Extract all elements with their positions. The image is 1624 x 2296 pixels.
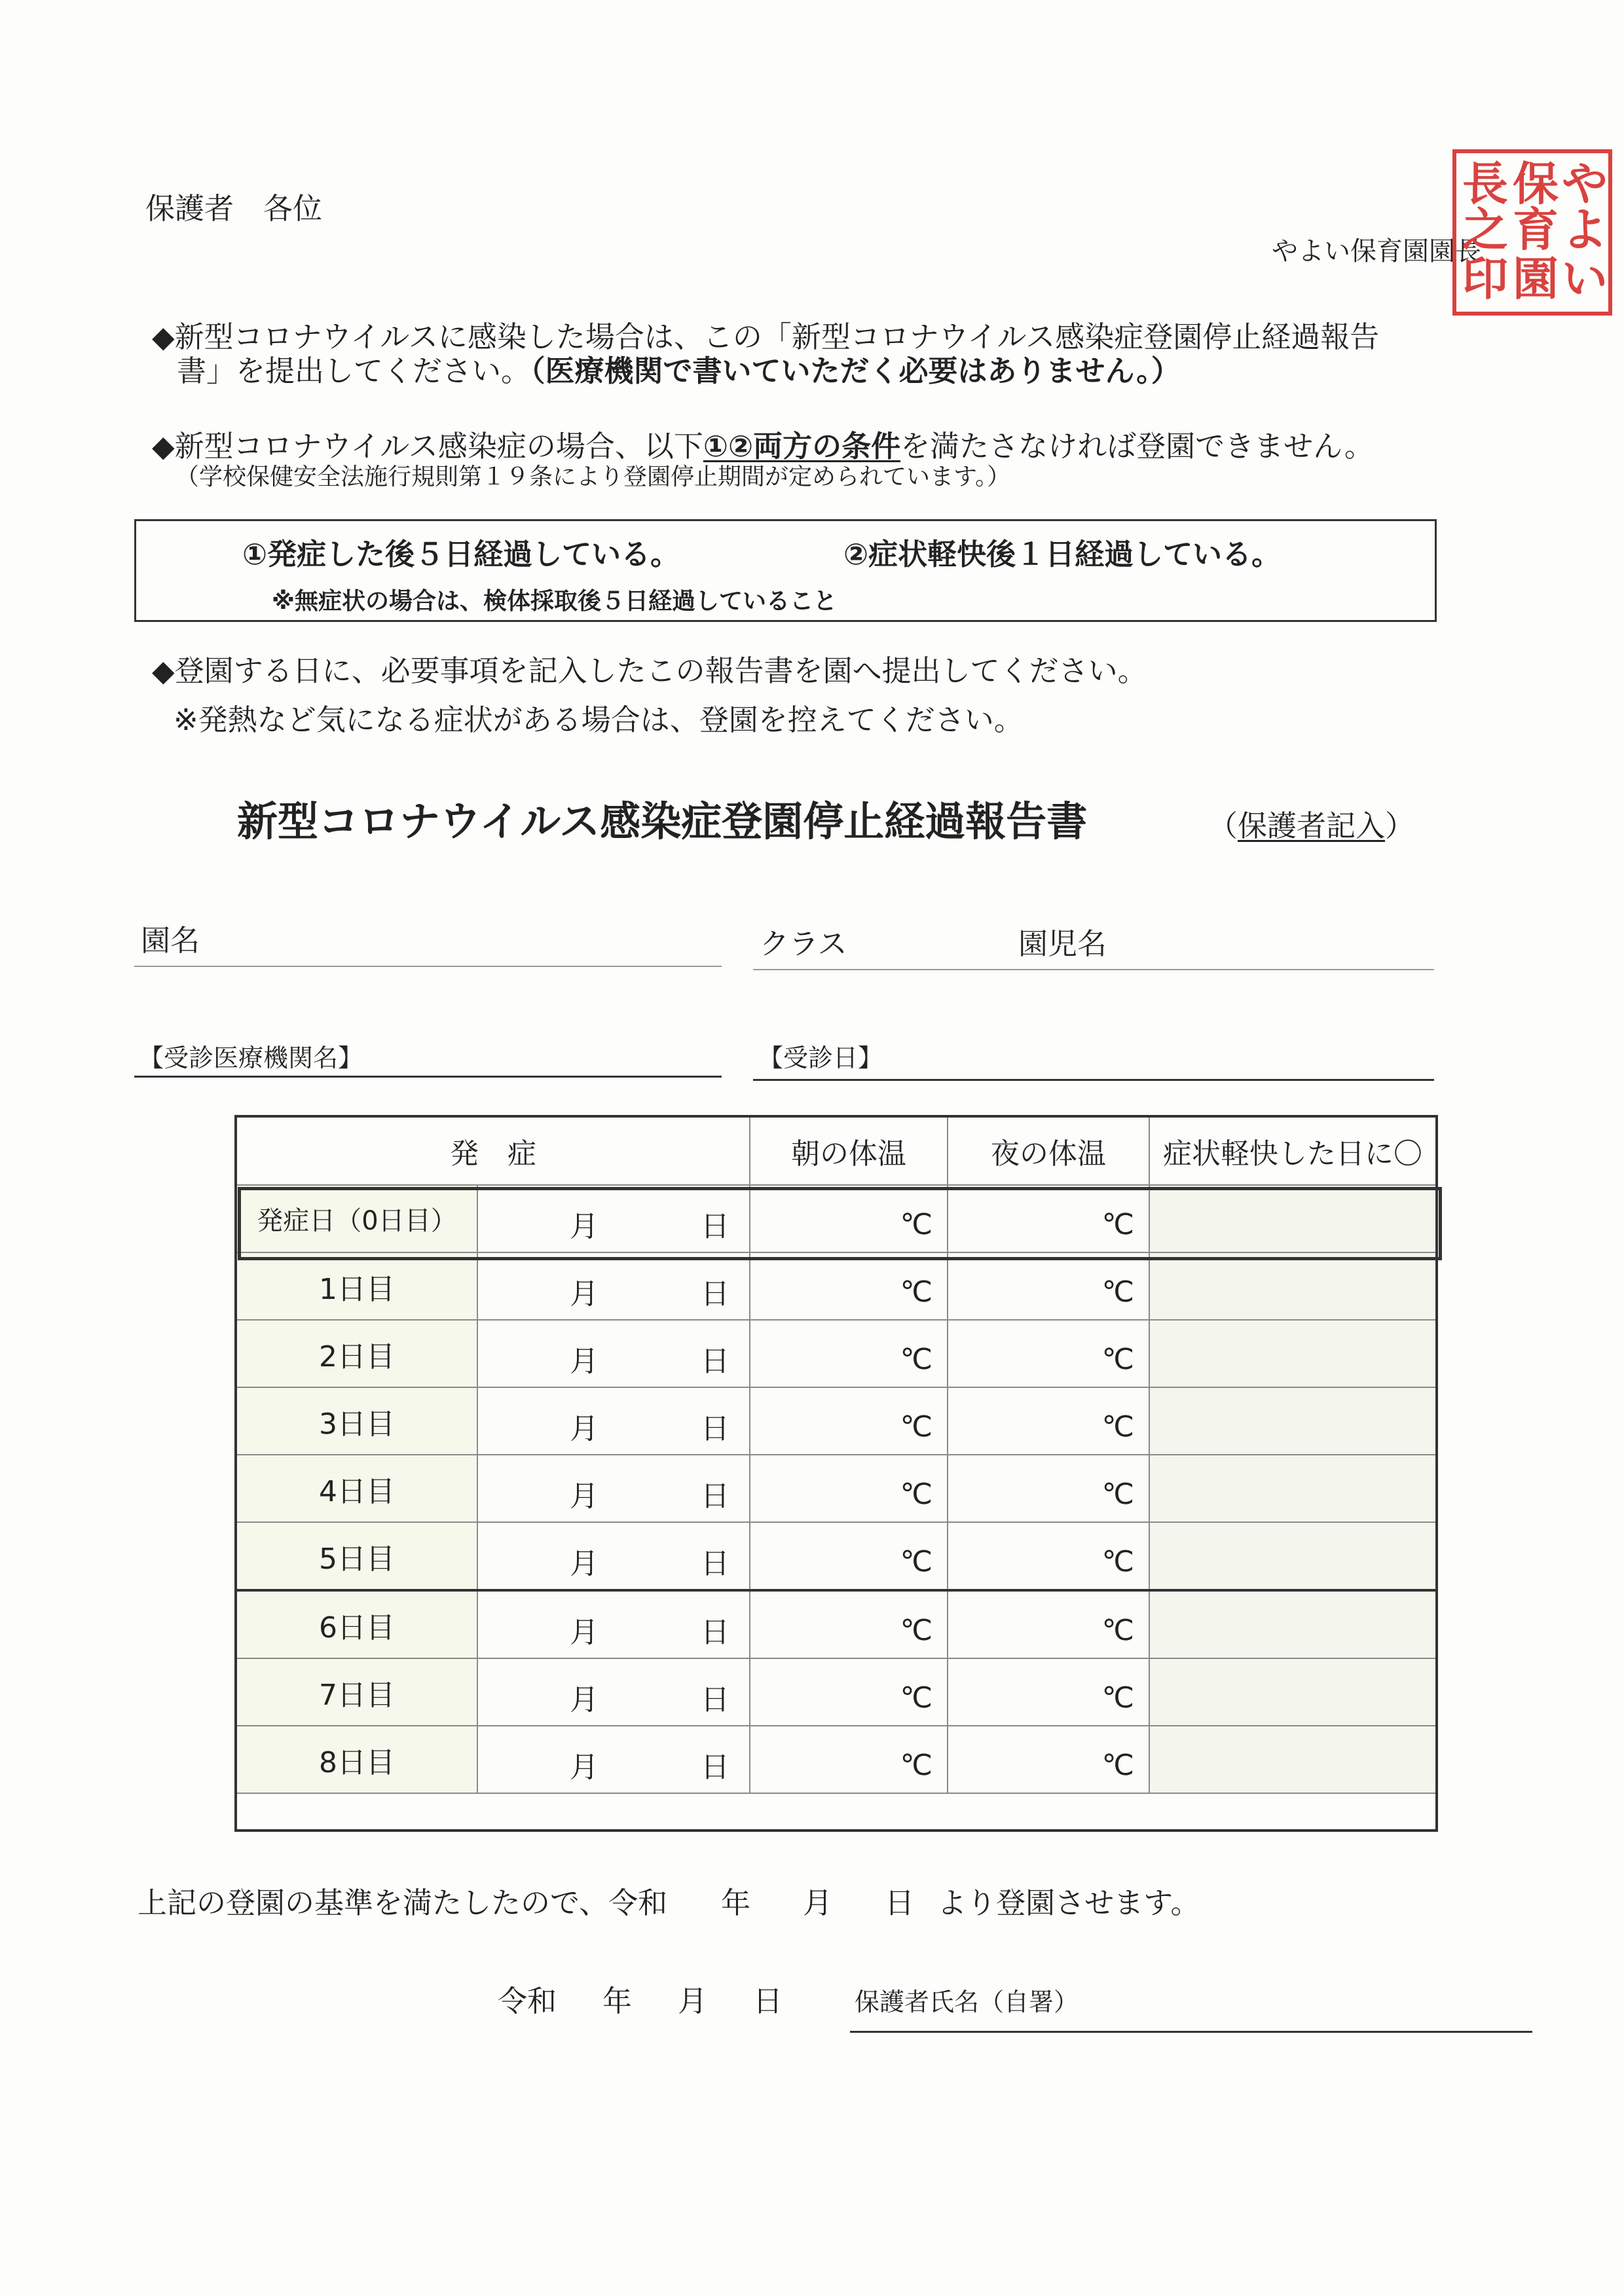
- date-day: 日: [753, 1984, 783, 2018]
- month-label: 月: [570, 1277, 599, 1311]
- month-label: 月: [570, 1616, 599, 1649]
- evening-temp-cell[interactable]: [948, 1455, 1149, 1522]
- notice-2-sub: （学校保健安全法施行規則第１９条により登園停止期間が定められています。）: [175, 464, 1011, 490]
- notice-1-line-1: ◆新型コロナウイルスに感染した場合は、この「新型コロナウイルス感染症登園停止経過報告: [152, 319, 1380, 354]
- celsius-unit: ℃: [900, 1749, 932, 1782]
- table-header-row: [236, 1117, 1436, 1185]
- svg-text:保: 保: [1513, 156, 1559, 211]
- month-label: 月: [570, 1547, 599, 1580]
- day-label: 日: [701, 1345, 729, 1378]
- row-date-cell[interactable]: [477, 1252, 750, 1320]
- svg-text:い: い: [1562, 251, 1608, 306]
- notice-2-prefix: ◆新型コロナウイルス感染症の場合、以下: [152, 429, 703, 464]
- improved-check-cell[interactable]: [1149, 1726, 1436, 1793]
- field-child-label: 園児名: [1018, 926, 1107, 961]
- statement-text-b: より登園させます。: [937, 1886, 1200, 1920]
- field-class-child-line[interactable]: [753, 969, 1434, 970]
- table-row: [236, 1387, 1436, 1455]
- table-row: [236, 1320, 1436, 1387]
- month-label: 月: [570, 1480, 599, 1513]
- improved-check-cell[interactable]: [1149, 1185, 1436, 1252]
- evening-temp-cell[interactable]: [948, 1252, 1149, 1320]
- celsius-unit: ℃: [900, 1478, 932, 1511]
- table-row: [236, 1185, 1436, 1252]
- sender-name: やよい保育園園長: [1272, 236, 1481, 266]
- day-label: 日: [701, 1547, 729, 1580]
- day-label: 日: [701, 1480, 729, 1513]
- row-label: 3日目: [236, 1387, 477, 1455]
- morning-temp-cell[interactable]: [750, 1658, 948, 1726]
- day-label: 日: [701, 1210, 729, 1243]
- celsius-unit: ℃: [1101, 1208, 1134, 1241]
- celsius-unit: ℃: [1101, 1681, 1134, 1715]
- improved-check-cell[interactable]: [1149, 1252, 1436, 1320]
- header-improved-check: 症状軽快した日に〇: [1149, 1117, 1436, 1185]
- row-date-cell[interactable]: [477, 1455, 750, 1522]
- symptom-table: [236, 1116, 1437, 1794]
- field-clinic-line[interactable]: [134, 1076, 722, 1078]
- morning-temp-cell[interactable]: [750, 1252, 948, 1320]
- improved-check-cell[interactable]: [1149, 1387, 1436, 1455]
- notice-1-line-2a: 書」を提出してください。: [177, 354, 531, 388]
- improved-check-cell[interactable]: [1149, 1590, 1436, 1658]
- celsius-unit: ℃: [900, 1681, 932, 1715]
- day-label: 日: [701, 1751, 729, 1784]
- signature-line[interactable]: [850, 2031, 1532, 2033]
- svg-text:長: 長: [1462, 156, 1508, 211]
- day-label: 日: [701, 1277, 729, 1311]
- evening-temp-cell[interactable]: [948, 1185, 1149, 1252]
- evening-temp-cell[interactable]: [948, 1387, 1149, 1455]
- day-label: 日: [701, 1616, 729, 1649]
- row-date-cell[interactable]: [477, 1320, 750, 1387]
- celsius-unit: ℃: [900, 1208, 932, 1241]
- field-clinic-label: 【受診医療機関名】: [139, 1044, 363, 1072]
- celsius-unit: ℃: [900, 1545, 932, 1578]
- row-label: 6日目: [236, 1590, 477, 1658]
- form-subtitle: （保護者記入）: [1208, 809, 1415, 843]
- month-label: 月: [570, 1751, 599, 1784]
- evening-temp-cell[interactable]: [948, 1658, 1149, 1726]
- celsius-unit: ℃: [1101, 1410, 1134, 1444]
- celsius-unit: ℃: [1101, 1478, 1134, 1511]
- evening-temp-cell[interactable]: [948, 1590, 1149, 1658]
- svg-text:之: 之: [1462, 202, 1508, 257]
- notice-2-conditions: ①②両方の条件: [703, 429, 901, 464]
- row-label: 8日目: [236, 1726, 477, 1793]
- row-label: 1日目: [236, 1252, 477, 1320]
- row-label: 発症日（0日目）: [236, 1185, 477, 1252]
- field-school-line[interactable]: [134, 966, 722, 967]
- field-visit-date-line[interactable]: [753, 1079, 1434, 1081]
- svg-text:育: 育: [1513, 202, 1559, 257]
- improved-check-cell[interactable]: [1149, 1658, 1436, 1726]
- table-row: [236, 1658, 1436, 1726]
- evening-temp-cell[interactable]: [948, 1726, 1149, 1793]
- notice-1-line-2b: （医療機関で書いていただく必要はありません。）: [530, 354, 1181, 388]
- return-statement: [138, 1879, 1200, 1922]
- asymptomatic-note: ※無症状の場合は、検体採取後５日経過していること: [272, 588, 837, 615]
- date-era: 令和: [498, 1984, 557, 2018]
- celsius-unit: ℃: [1101, 1275, 1134, 1309]
- statement-day: 日: [885, 1886, 915, 1920]
- table-row: [236, 1522, 1436, 1590]
- improved-check-cell[interactable]: [1149, 1455, 1436, 1522]
- table-row: [236, 1455, 1436, 1522]
- celsius-unit: ℃: [1101, 1343, 1134, 1376]
- row-date-cell[interactable]: [477, 1185, 750, 1252]
- day-label: 日: [701, 1683, 729, 1717]
- recipients: 保護者 各位: [145, 191, 323, 226]
- row-date-cell[interactable]: [477, 1590, 750, 1658]
- month-label: 月: [570, 1412, 599, 1446]
- table-row: [236, 1252, 1436, 1320]
- form-subtitle-inner: 保護者記入: [1238, 809, 1386, 843]
- row-date-cell[interactable]: [477, 1387, 750, 1455]
- evening-temp-cell[interactable]: [948, 1320, 1149, 1387]
- celsius-unit: ℃: [1101, 1614, 1134, 1647]
- seal-stamp: [1450, 147, 1614, 318]
- date-year: 年: [602, 1984, 633, 2018]
- morning-temp-cell[interactable]: [750, 1387, 948, 1455]
- row-date-cell[interactable]: [477, 1726, 750, 1793]
- morning-temp-cell[interactable]: [750, 1590, 948, 1658]
- morning-temp-cell[interactable]: [750, 1455, 948, 1522]
- month-label: 月: [570, 1683, 599, 1717]
- svg-text:や: や: [1562, 156, 1608, 211]
- svg-text:印: 印: [1462, 251, 1508, 306]
- date-month: 月: [678, 1984, 708, 2018]
- morning-temp-cell[interactable]: [750, 1726, 948, 1793]
- svg-text:園: 園: [1513, 251, 1559, 306]
- statement-text-a: 上記の登園の基準を満たしたので、令和: [138, 1886, 668, 1920]
- row-date-cell[interactable]: [477, 1522, 750, 1590]
- row-label: 5日目: [236, 1522, 477, 1590]
- notice-3-line-2: ※発熱など気になる症状がある場合は、登園を控えてください。: [174, 702, 1024, 737]
- celsius-unit: ℃: [900, 1275, 932, 1309]
- celsius-unit: ℃: [1101, 1749, 1134, 1782]
- header-onset: 発 症: [236, 1117, 750, 1185]
- statement-month: 月: [803, 1886, 833, 1920]
- header-morning-temp: 朝の体温: [750, 1117, 948, 1185]
- morning-temp-cell[interactable]: [750, 1522, 948, 1590]
- condition-1: ①発症した後５日経過している。: [242, 537, 680, 572]
- condition-2: ②症状軽快後１日経過している。: [843, 537, 1282, 572]
- field-visit-date-label: 【受診日】: [758, 1044, 883, 1072]
- row-label: 2日目: [236, 1320, 477, 1387]
- row-date-cell[interactable]: [477, 1658, 750, 1726]
- sign-date: [498, 1977, 783, 2020]
- table-row: [236, 1590, 1436, 1658]
- month-label: 月: [570, 1210, 599, 1243]
- evening-temp-cell[interactable]: [948, 1522, 1149, 1590]
- improved-check-cell[interactable]: [1149, 1522, 1436, 1590]
- celsius-unit: ℃: [900, 1614, 932, 1647]
- signature-label: 保護者氏名（自署）: [855, 1988, 1079, 2016]
- morning-temp-cell[interactable]: [750, 1185, 948, 1252]
- celsius-unit: ℃: [900, 1410, 932, 1444]
- month-label: 月: [570, 1345, 599, 1378]
- form-title: 新型コロナウイルス感染症登園停止経過報告書: [237, 797, 1088, 845]
- celsius-unit: ℃: [1101, 1545, 1134, 1578]
- field-class-label: クラス: [760, 926, 847, 961]
- notice-3-line-1: ◆登園する日に、必要事項を記入したこの報告書を園へ提出してください。: [152, 653, 1147, 688]
- morning-temp-cell[interactable]: [750, 1320, 948, 1387]
- notice-1-line-2: [177, 347, 1181, 390]
- header-evening-temp: 夜の体温: [948, 1117, 1149, 1185]
- row-label: 7日目: [236, 1658, 477, 1726]
- day-label: 日: [701, 1412, 729, 1446]
- improved-check-cell[interactable]: [1149, 1320, 1436, 1387]
- row-label: 4日目: [236, 1455, 477, 1522]
- table-row: [236, 1726, 1436, 1793]
- notice-2-suffix: を満たさなければ登園できません。: [900, 429, 1374, 464]
- celsius-unit: ℃: [900, 1343, 932, 1376]
- field-school-label: 園名: [141, 923, 200, 958]
- statement-year: 年: [721, 1886, 751, 1920]
- svg-text:よ: よ: [1562, 202, 1608, 257]
